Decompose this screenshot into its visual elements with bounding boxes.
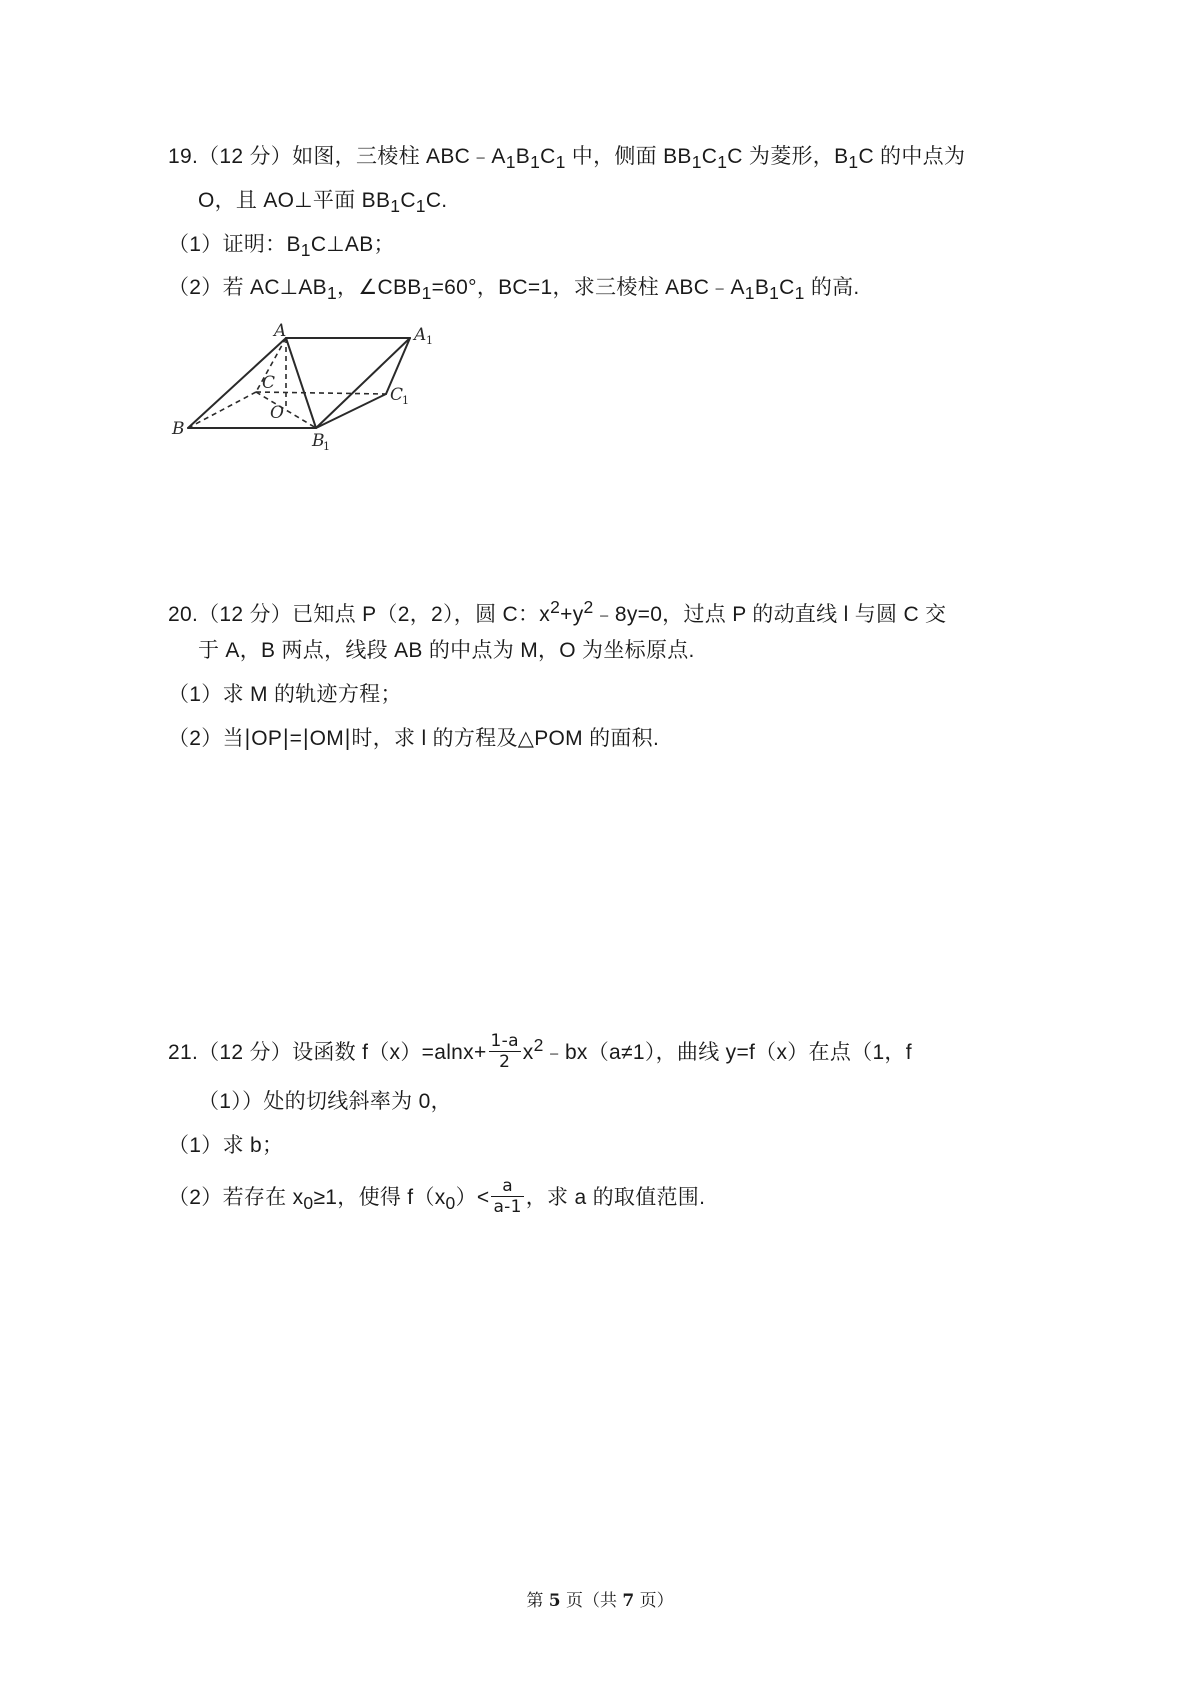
label-C1-sub: 1 (402, 394, 409, 407)
q21-part2: （2）若存在 $x_0\ge 1$，使得 $f(x_0)<$ $\frac{a}{a-1}$ ，求 a 的取值范围. (168, 1176, 706, 1217)
edge-AB1 (286, 338, 316, 428)
fraction-a-over-a-1: $\frac{a}{a-1}$ (493, 1176, 522, 1217)
label-B: B (172, 419, 185, 439)
edge-B1C1 (316, 394, 386, 428)
q21-line1: 21.（12 分）设函数 f（x）=alnx+ $\frac{1-a}{2}$ $x^2﹣bx(a\ne 1)$，曲线 y=f（x）在点（1，f (168, 1030, 912, 1072)
label-A1-sub: 1 (426, 334, 433, 347)
q21-line2: （1））处的切线斜率为 0， (198, 1090, 452, 1113)
label-B1-sub: 1 (323, 440, 330, 453)
q20-line1: 20.（12 分）已知点 P（2，2），圆 C：$x^2+y^2﹣8y=0$，过点 P 的动直线 l 与圆 C 交 (168, 597, 947, 626)
prism-figure (172, 321, 458, 453)
label-A: A (274, 321, 287, 341)
q21-part1: （1）求 b； (168, 1134, 284, 1157)
label-B1: B (312, 431, 325, 451)
total-page-count: 7 (622, 1591, 635, 1611)
q20-part2: （2）当|OP|=|OM|时，求 l 的方程及△POM 的面积. (168, 726, 660, 750)
label-O: O (270, 403, 284, 423)
label-A1: A (414, 325, 427, 345)
label-C1: C (390, 385, 404, 405)
q19-part2: （2）若 $AC\perp AB_1$，$\angle CBB_1=60^\circ$，BC=1，求三棱柱 $ABC﹣A_1B_1C_1$ 的高. (168, 276, 860, 304)
q20-part1: （1）求 M 的轨迹方程； (168, 683, 402, 706)
q20-line2: 于 A，B 两点，线段 AB 的中点为 M，O 为坐标原点. (198, 639, 695, 662)
label-C: C (262, 373, 276, 393)
q19-part1: （1）证明：$B_1C\perp AB$； (168, 233, 395, 261)
edge-CB1 (256, 392, 316, 428)
page-footer: 第 5 页（共 7 页） (526, 1591, 674, 1611)
current-page-number: 5 (548, 1591, 561, 1611)
q19-line1: 19.（12 分）如图，三棱柱 $ABC﹣A_1B_1C_1$ 中，侧面 $BB_1C_1C$ 为菱形，$B_1C$ 的中点为 (168, 145, 966, 173)
edge-CC1 (256, 392, 386, 394)
q19-line2: O，且 AO⊥平面 $BB_1C_1C$. (198, 189, 448, 217)
edge-B1A1 (316, 338, 410, 428)
fraction-1-a-over-2: $\frac{1-a}{2}$ (490, 1030, 519, 1072)
